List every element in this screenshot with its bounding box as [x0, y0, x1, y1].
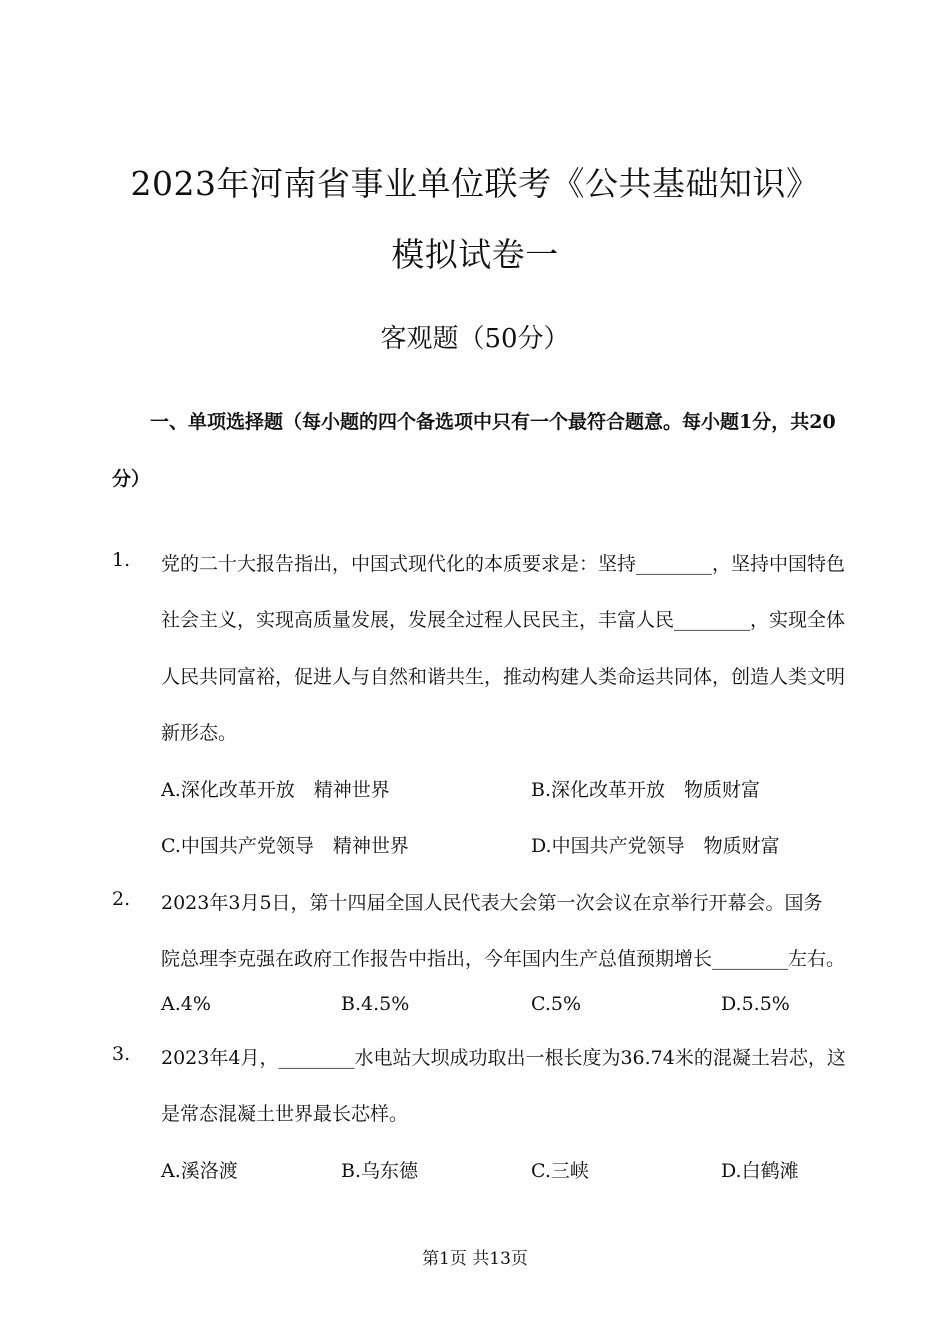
option-b: B.4.5%	[341, 993, 410, 1015]
option-a: A.溪洛渡	[161, 1160, 238, 1182]
option-c: C.5%	[531, 993, 582, 1015]
question-text-line: 2023年4月，________水电站大坝成功取出一根长度为36.74米的混凝土岩芯，这	[161, 1047, 846, 1069]
option-d: D.5.5%	[721, 993, 790, 1015]
question-text-line: 社会主义，实现高质量发展，发展全过程人民民主，丰富人民________，实现全体	[161, 609, 846, 631]
document-title-line2: 模拟试卷一	[391, 235, 559, 274]
question-number: 3.	[112, 1043, 131, 1065]
question-number: 2.	[112, 888, 131, 910]
question-text-line: 新形态。	[161, 722, 238, 744]
option-a: A.深化改革开放 精神世界	[161, 779, 390, 801]
page-footer: 第1页 共13页	[422, 1249, 528, 1269]
question-text-line: 人民共同富裕，促进人与自然和谐共生，推动构建人类命运共同体，创造人类文明	[161, 666, 846, 688]
question-text-line: 是常态混凝土世界最长芯样。	[161, 1103, 409, 1125]
option-b: B.乌东德	[341, 1160, 419, 1182]
document-title-line1: 2023年河南省事业单位联考《公共基础知识》	[130, 164, 820, 203]
question-text-line: 院总理李克强在政府工作报告中指出，今年国内生产总值预期增长________左右。	[161, 948, 846, 970]
option-c: C.中国共产党领导 精神世界	[161, 835, 409, 857]
section-heading-line1: 一、单项选择题（每小题的四个备选项中只有一个最符合题意。每小题1分，共20	[150, 411, 836, 433]
option-d: D.白鹤滩	[721, 1160, 799, 1182]
option-d: D.中国共产党领导 物质财富	[531, 835, 780, 857]
question-text-line: 党的二十大报告指出，中国式现代化的本质要求是：坚持________，坚持中国特色	[161, 553, 846, 575]
part-heading: 客观题（50分）	[380, 324, 570, 354]
question-text-line: 2023年3月5日，第十四届全国人民代表大会第一次会议在京举行开幕会。国务	[161, 892, 823, 914]
option-c: C.三峡	[531, 1160, 589, 1182]
option-b: B.深化改革开放 物质财富	[531, 779, 761, 801]
section-heading-line2: 分）	[112, 468, 151, 490]
question-number: 1.	[112, 549, 131, 571]
option-a: A.4%	[161, 993, 211, 1015]
